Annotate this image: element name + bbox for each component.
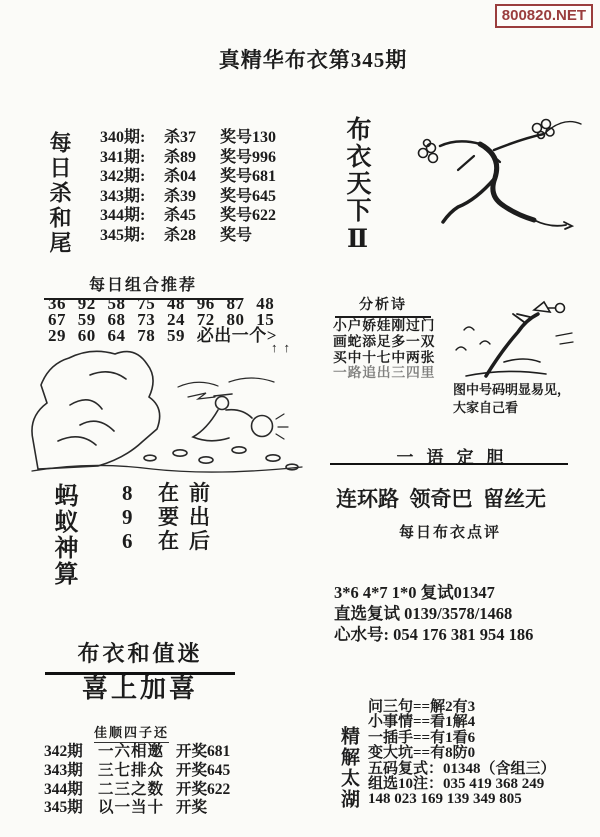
kill-number: 杀45 [164, 207, 197, 224]
period: 342期 [44, 743, 83, 760]
result-number: 奖号622 [220, 207, 277, 224]
table-row [100, 206, 276, 226]
tree-bird-drawing [448, 298, 583, 378]
period: 345期 [44, 799, 83, 817]
review-line: 3*6 4*7 1*0 复试01347 [334, 583, 495, 602]
brush-figure-drawing [398, 106, 583, 236]
table-row [44, 762, 230, 781]
review-line: 心水号: 054 176 381 954 186 [334, 625, 534, 644]
taihu-line: 小事情==看1解4 [368, 714, 476, 731]
sum-riddle-answer: 喜上加喜 [81, 674, 198, 703]
period: 345期: [100, 226, 146, 244]
period: 342期: [100, 168, 146, 185]
position-hint: 在前 [158, 481, 220, 505]
combo-numbers [48, 296, 277, 343]
period: 343期: [100, 187, 146, 205]
kill-number: 杀89 [164, 148, 197, 166]
taihu-label: 精解太湖 [338, 726, 359, 810]
phrase: 一六相邀 [98, 743, 165, 760]
caption-line: 大家自己看 [453, 399, 519, 415]
combo-row: 67 59 68 73 24 72 80 15 [48, 309, 275, 329]
lucky-number: 8 [122, 481, 133, 505]
four-sons-table [44, 743, 230, 818]
list-item [122, 529, 220, 553]
result-number: 奖号681 [220, 168, 277, 185]
table-row [100, 226, 276, 246]
poem-line: 小户娇娃刚过门 [333, 318, 436, 333]
table-row [100, 148, 276, 168]
combo-title: 每日组合推荐 [44, 272, 242, 300]
table-row [100, 187, 276, 207]
one-word-title: 一语定胆 [396, 448, 517, 467]
period: 341期: [100, 148, 146, 166]
ant-oracle-label: 蚂蚁神算 [50, 483, 76, 587]
combo-row: 36 92 58 75 48 96 87 48 [48, 294, 275, 313]
taihu-line: 组选10注：035 419 368 249 [368, 776, 545, 793]
daily-kill-label: 每日杀和尾 [47, 131, 72, 256]
daily-review-heading: 每日布衣点评 [398, 525, 501, 541]
taihu-line: 148 023 169 139 349 805 [368, 791, 522, 808]
table-row [100, 167, 276, 187]
kill-number: 杀04 [164, 168, 197, 185]
table-row [44, 781, 230, 800]
phrase: 三七排众 [98, 761, 165, 779]
position-hint: 在后 [158, 529, 220, 553]
left-illustration [30, 345, 305, 473]
poem-line: 一路追出三四里 [333, 365, 436, 381]
combo-row: 29 60 64 78 59 必出一个> [48, 325, 277, 345]
one-word-content: 连环路 领奇巴 留丝无 [336, 487, 546, 511]
four-sons-title: 佳顺四子还 [94, 722, 169, 743]
poem-line: 买中十七中两张 [333, 349, 436, 365]
draw-result: 开奖 [176, 799, 208, 817]
daily-kill-table [100, 128, 276, 245]
taihu-line: 变大坑==有8防0 [368, 745, 476, 762]
position-hint: 要出 [158, 505, 220, 529]
draw-result: 开奖622 [176, 780, 231, 798]
period: 344期 [44, 780, 83, 798]
list-item [122, 505, 220, 529]
table-row [44, 743, 230, 762]
lucky-number: 6 [122, 529, 133, 553]
taihu-line: 五码复式：01348（含组三） [368, 760, 556, 777]
poem-line: 画蛇添足多一双 [333, 333, 436, 349]
caption-line: 图中号码明显易见， [453, 382, 571, 397]
sum-riddle-title: 布衣和值迷 [45, 637, 235, 675]
result-number: 奖号645 [220, 187, 277, 205]
analysis-poem [333, 318, 435, 381]
divider [330, 463, 568, 465]
dancing-branch-drawing [398, 106, 583, 236]
rock-figure-drawing [30, 345, 305, 473]
draw-result: 开奖681 [176, 743, 231, 760]
phrase: 二三之数 [98, 780, 165, 798]
drawing-caption [453, 381, 570, 416]
taihu-lines [368, 700, 556, 808]
kill-number: 杀37 [164, 129, 197, 146]
table-row [100, 128, 276, 148]
up-arrows-icon: ↑↑ [271, 340, 296, 355]
lucky-number: 9 [122, 505, 133, 529]
result-number: 奖号 [220, 226, 253, 244]
taihu-line: 一插手==有1看6 [368, 729, 476, 746]
list-item [122, 481, 220, 505]
site-link[interactable]: 800820.NET [495, 4, 593, 28]
period: 343期 [44, 761, 83, 779]
kill-number: 杀39 [164, 187, 197, 205]
table-row [44, 799, 230, 818]
phrase: 以一当十 [98, 799, 165, 817]
ant-oracle-lines [122, 481, 220, 553]
period: 340期: [100, 129, 146, 146]
buyi-world-label: 布衣天下Ⅱ [343, 116, 370, 255]
tree-bird-drawing-svg [448, 298, 583, 378]
result-number: 奖号996 [220, 148, 277, 166]
daily-review-lines [334, 582, 533, 645]
draw-result: 开奖645 [176, 761, 231, 779]
page-title: 真精华布衣第345期 [218, 48, 408, 72]
analysis-poem-title: 分析诗 [335, 294, 431, 318]
result-number: 奖号130 [220, 129, 277, 146]
period: 344期: [100, 207, 146, 224]
kill-number: 杀28 [164, 226, 197, 244]
taihu-line: 问三句==解2有3 [368, 699, 476, 715]
review-line: 直选复试 0139/3578/1468 [334, 604, 513, 623]
